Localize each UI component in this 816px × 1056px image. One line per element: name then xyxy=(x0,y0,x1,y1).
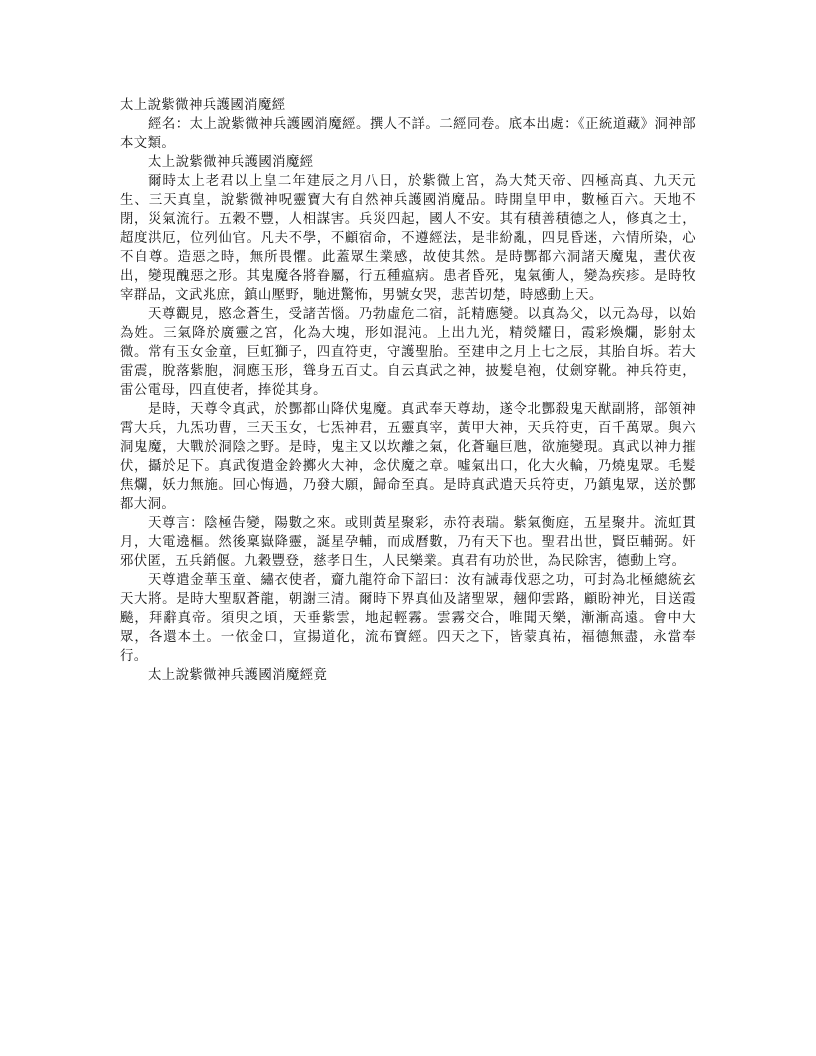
meta-note: 經名：太上說紫微神兵護國消魔經。撰人不詳。二經同卷。底本出處：《正統道藏》洞神部本文類。 xyxy=(120,117,696,151)
paragraph: 天尊遣金華玉童、繡衣使者，齎九龍符命下詔曰：汝有誡毒伐惡之功，可封為北極總統玄天大將。是時大聖馭蒼龍，朝謝三清。爾時下界真仙及諸聖眾，翹仰雲路，顧盼神光，目送霞飈，拜辭真帝。須臾之頃，天垂紫雲，地起輕霧。雲霧交合，唯聞天樂，漸漸高遠。會中大眾，各還本土。一依金口，宣揚道化，流布寶經。四天之下，皆蒙真祐，福德無盡，永當奉行。 xyxy=(120,573,696,664)
scripture-ending: 太上說紫微神兵護國消魔經竟 xyxy=(148,668,328,683)
scripture-subtitle: 太上說紫微神兵護國消魔經 xyxy=(148,155,314,170)
paragraph: 天尊言：陰極告變，陽數之來。或則黃星聚彩，赤符表瑞。紫氣衡庭，五星聚井。流虹貫月，大電遶樞。然後稟嶽降靈，誕星孕輔，而成曆數，乃有天下也。聖君出世，賢臣輔弼。奸邪伏匿，五兵銷偃。九穀豐登，慈孝日生，人民樂業。真君有功於世，為民除害，德動上穹。 xyxy=(120,516,696,569)
document-page xyxy=(120,96,696,685)
paragraph: 是時，天尊令真武，於酆都山降伏鬼魔。真武奉天尊劫，遂令北酆殺鬼天猷副將，部領神霄大兵，九炁功曹，三天玉女，七炁神君，五靈真宰，黃甲大神，天兵符吏，百千萬眾。與六洞鬼魔，大戰於洞陰之野。是時，鬼主又以坎離之氣，化蒼龜巨虺，欲施變現。真武以神力摧伏，攝於足下。真武復遣金鈴擲火大神，念伏魔之章。噓氣出口，化大火輪，乃燒鬼眾。毛髮焦爛，妖力無施。回心悔過，乃發大願，歸命至真。是時真武遣天兵符吏，乃鎮鬼眾，送於酆都大洞。 xyxy=(120,402,696,512)
document-title: 太上說紫微神兵護國消魔經 xyxy=(120,98,286,113)
paragraph: 爾時太上老君以上皇二年建辰之月八日，於紫微上宮，為大梵天帝、四極高真、九天元生、三天真皇，說紫微神呪靈寶大有自然神兵護國消魔品。時開皇甲申，數極百六。天地不閉，災氣流行。五穀不豐，人相謀害。兵災四起，國人不安。其有積善積德之人，修真之士，超度洪厄，位列仙官。凡夫不學，不顧宿命，不遵經法，是非紛亂，四見昏迷，六情所染，心不自尊。造惡之時，無所畏懼。此蓋眾生業感，故使其然。是時酆都六洞諸天魔鬼，晝伏夜出，變現醜惡之形。其鬼魔各將眷屬，行五種瘟病。患者昏死，鬼氣衝人，變為疾疹。是時牧宰群品，文武兆庶，鎮山壓野，馳进驚怖，男號女哭，悲苦切楚，時感動上天。 xyxy=(120,174,696,303)
paragraph: 天尊觀見，愍念蒼生，受諸苦惱。乃勃虛危二宿，託精應變。以真為父，以元為母，以始為姓。三氣降於廣靈之宮，化為大塊，形如混沌。上出九光，精熒耀日，霞彩煥爛，影射太微。常有玉女金童，巨虹獅子，四直符吏，守護聖胎。至建申之月上七之辰，其胎自坼。若大雷震，脫落紫胞，洞應玉形，聳身五百丈。自云真武之神，披髮皂袍，仗劍穿靴。神兵符吏，雷公電母，四直使者，捧從其身。 xyxy=(120,307,696,398)
